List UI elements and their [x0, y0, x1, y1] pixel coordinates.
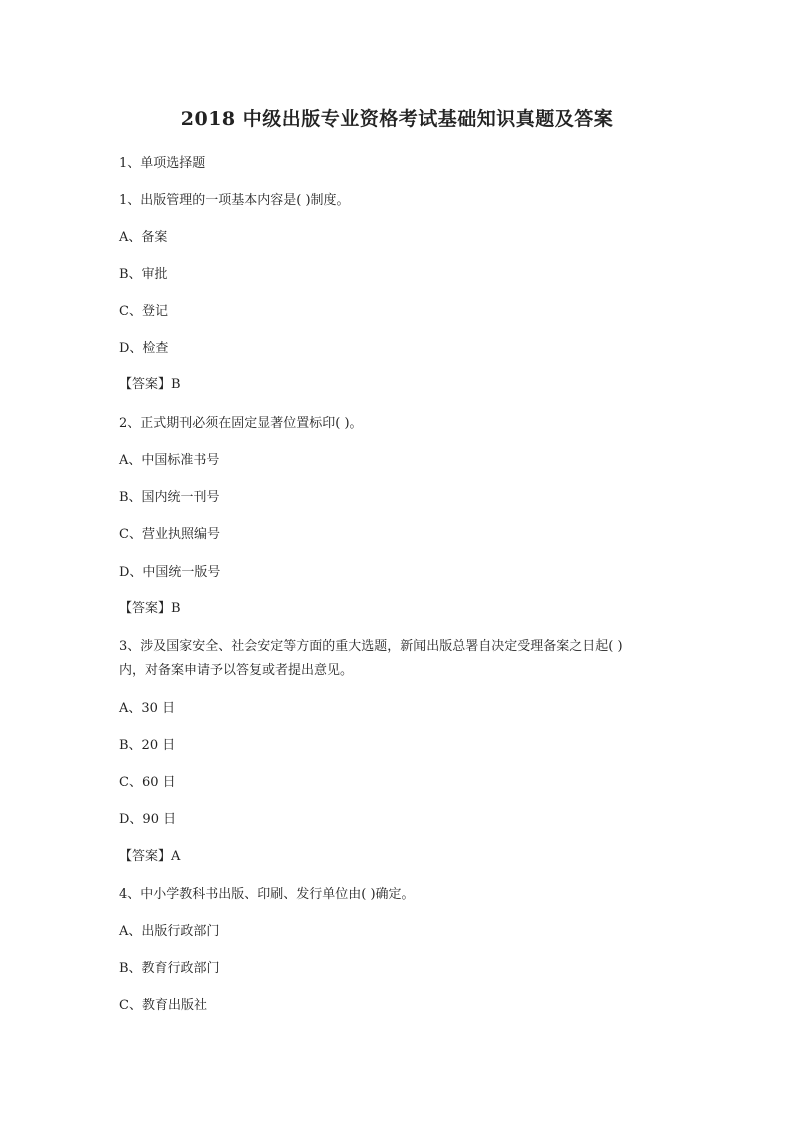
question-3-stem-line1: 3、涉及国家安全、社会安定等方面的重大选题，新闻出版总署自决定受理备案之日起( ) [119, 639, 623, 654]
document-title: 2018 中级出版专业资格考试基础知识真题及答案 [180, 108, 614, 130]
question-2-option-c: C、营业执照编号 [119, 527, 220, 542]
question-3-option-c: C、60 日 [119, 775, 176, 790]
question-3-answer: 【答案】A [119, 849, 181, 864]
question-3-option-b: B、20 日 [119, 738, 176, 753]
question-1-option-c: C、登记 [119, 304, 168, 319]
question-4-option-b: B、教育行政部门 [119, 961, 220, 976]
question-3-option-a: A、30 日 [119, 701, 176, 716]
section-heading: 1、单项选择题 [119, 156, 206, 171]
question-1-stem: 1、出版管理的一项基本内容是( )制度。 [119, 193, 350, 208]
question-2-answer: 【答案】B [119, 601, 181, 616]
question-3-option-d: D、90 日 [119, 812, 177, 827]
question-1-answer: 【答案】B [119, 377, 181, 392]
question-4-stem: 4、中小学教科书出版、印刷、发行单位由( )确定。 [119, 887, 415, 902]
question-2-option-a: A、中国标准书号 [119, 453, 220, 468]
question-4-option-c: C、教育出版社 [119, 998, 207, 1013]
question-2-option-d: D、中国统一版号 [119, 565, 221, 580]
question-4-option-a: A、出版行政部门 [119, 924, 220, 939]
question-2-stem: 2、正式期刊必须在固定显著位置标印( )。 [119, 416, 363, 431]
question-2-option-b: B、国内统一刊号 [119, 490, 220, 505]
question-1-option-d: D、检查 [119, 341, 169, 356]
question-1-option-b: B、审批 [119, 267, 168, 282]
question-3-stem-line2: 内，对备案申请予以答复或者提出意见。 [119, 663, 354, 678]
question-1-option-a: A、备案 [119, 230, 168, 245]
